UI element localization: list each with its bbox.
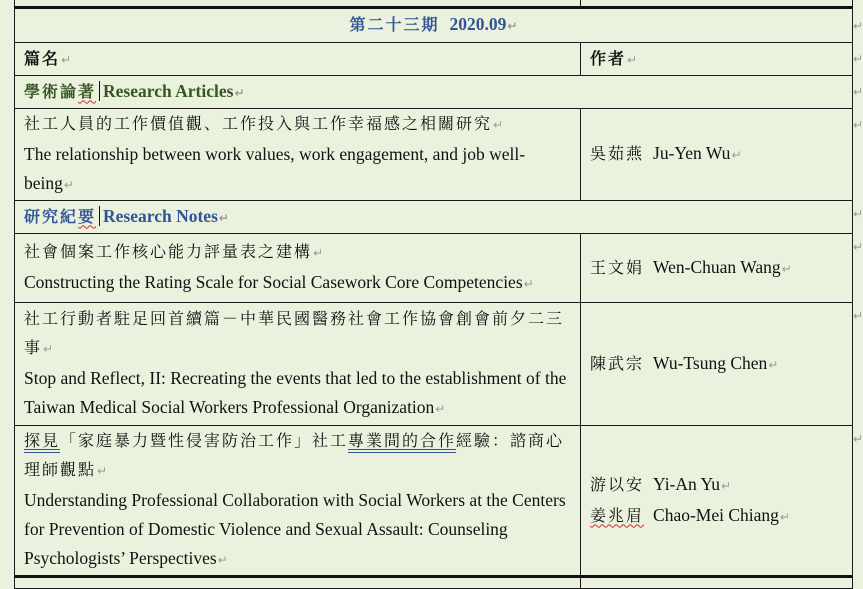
row-end-mark: ↵ [853,85,863,99]
author-name-en: Wu-Tsung Chen [653,352,768,373]
period-date: 2020.09 [449,14,507,34]
header-row [15,43,853,76]
period-row [15,8,853,43]
author-name-en: Wen-Chuan Wang [653,256,781,277]
period-title-cjk: 第二十三期 [349,15,440,34]
section-heading-research-notes: 研究紀要 Research Notes↵ [15,201,853,234]
section-en-articles: Research Articles [103,80,234,101]
article-row-2 [15,234,853,303]
section-row-research-articles [15,76,853,109]
article-title-cell: 探見「家庭暴力暨性侵害防治工作」社工專業間的合作經驗：諮商心理師觀點↵ Understanding Professional Collaboration with Social Workers at the Centers for Prevention of Domestic Violence and Sexual Assault: Counseling Psychologists’ Perspectives↵ [15,426,581,577]
article-title-cjk: 社會個案工作核心能力評量表之建構 [24,242,313,261]
author: 王文娟 Wen-Chuan Wang↵ [590,256,792,277]
article-title-cell: 社工行動者駐足回首續篇－中華民國醫務社會工作協會創會前夕二三事↵ Stop and Reflect, II: Recreating the events that led to the establishment of the Taiwan Medical Social Workers Professional Organization↵ [15,303,581,426]
author-name-cjk: 吳茹燕 [590,144,645,163]
column-title-label: 篇名 [24,48,61,68]
article-title-cjk: 社工人員的工作價值觀、工作投入與工作幸福感之相關研究 [24,114,493,133]
article-row-1 [15,109,853,201]
text-cursor [99,81,100,101]
article-title-en: Understanding Professional Collaboration with Social Workers at the Centers for Prevention of Domestic Violence and Sexual Assault: Counseling Psychologists’ Perspectives [24,490,566,568]
header-title-cell: 篇名↵ [15,43,581,76]
author-name-en: Ju-Yen Wu [653,143,731,163]
author: 吳茹燕 Ju-Yen Wu↵ [590,143,742,163]
section-cjk-articles: 學術論著 [24,81,97,101]
row-end-mark: ↵ [853,432,863,446]
row-end-mark: ↵ [853,118,863,132]
article-title-cjk: 社工行動者駐足回首續篇－中華民國醫務社會工作協會創會前夕二三事 [24,309,565,357]
author: 陳武宗 Wu-Tsung Chen↵ [590,352,779,373]
row-end-mark: ↵ [853,19,863,33]
row-end-mark: ↵ [853,240,863,254]
article-row-4 [15,426,853,577]
header-author-cell: 作者↵ [581,43,853,76]
column-author-label: 作者 [590,48,627,68]
article-title-en: The relationship between work values, work engagement, and job well-being [24,144,526,193]
author-name-en: Yi-An Yu [653,473,720,494]
return-mark: ↵ [507,19,518,33]
author: 游以安 Yi-An Yu↵ [590,473,732,494]
article-title-cell: 社工人員的工作價值觀、工作投入與工作幸福感之相關研究↵ The relationship between work values, work engagement, and job well-being↵ [15,109,581,201]
author: 姜兆眉 Chao-Mei Chiang↵ [590,504,790,525]
next-row-cut [15,577,853,589]
period-heading [15,8,853,43]
author-name-cjk: 姜兆眉 [590,505,645,525]
text-cursor [99,206,100,226]
article-author-cell [581,234,853,303]
row-end-mark: ↵ [853,52,863,66]
author-name-cjk: 游以安 [590,474,645,494]
author-name-cjk: 陳武宗 [590,353,645,373]
section-heading-research-articles: 學術論著 Research Articles↵ [15,76,853,109]
previous-row-cut [15,0,853,8]
row-end-mark: ↵ [853,309,863,323]
author-name-cjk: 王文娟 [590,257,645,277]
section-cjk-notes: 研究紀要 [24,206,97,226]
section-en-notes: Research Notes [103,205,218,226]
article-title-en: Stop and Reflect, II: Recreating the events that led to the establishment of the Taiwan Medical Social Workers Professional Organization [24,368,567,417]
journal-contents-table [14,0,853,589]
article-title-en: Constructing the Rating Scale for Social Casework Core Competencies [24,272,523,292]
article-author-cell [581,426,853,577]
article-title-cjk-part: 探見 [24,431,61,450]
article-row-3 [15,303,853,426]
row-end-mark: ↵ [853,207,863,221]
article-author-cell [581,109,853,201]
article-author-cell [581,303,853,426]
section-row-research-notes [15,201,853,234]
author-name-en: Chao-Mei Chiang [653,504,779,525]
article-title-cell: 社會個案工作核心能力評量表之建構↵ Constructing the Rating Scale for Social Casework Core Competencies↵ [15,234,581,303]
